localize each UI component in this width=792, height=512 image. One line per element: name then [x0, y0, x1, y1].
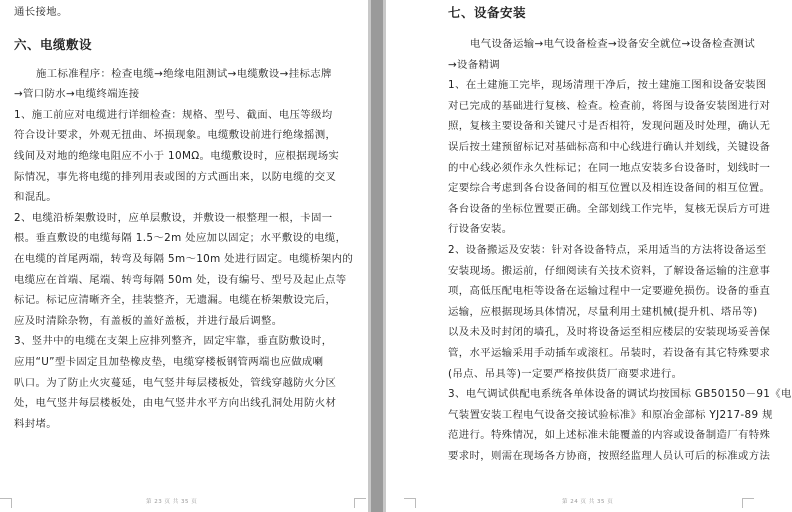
paragraph-line: 1、施工前应对电缆进行详细检查：规格、型号、截面、电压等级均	[14, 108, 333, 121]
right-item-2-paragraph	[448, 240, 771, 384]
paragraph-line: 2、电缆沿桥架敷设时，应单层敷设，并敷设一根整理一根，卡固一	[14, 211, 333, 224]
page-footer-right: 第 24 页 共 35 页	[562, 499, 614, 505]
paragraph-line: 要求时，则需在现场各方协商，按照经监理人员认可后的标准或方法	[448, 449, 771, 462]
paragraph-line: 的中心线必须作永久性标记；在同一地点安装多台设备时，划线时一	[448, 161, 771, 174]
paragraph-line: 行设备安装。	[448, 223, 513, 236]
paragraph-line: →设备精调	[448, 58, 501, 71]
page-gutter	[368, 0, 386, 512]
paragraph-line: 在电缆的首尾两端，转弯及每隔 5m～10m 处进行固定。电缆桥架内的	[14, 252, 354, 265]
paragraph-line: 应及时清除杂物，有盖板的盖好盖板，并进行最后调整。	[14, 314, 283, 327]
paragraph-line: 1、在土建施工完毕，现场清理干净后，按土建施工图和设备安装图	[448, 79, 767, 92]
right-page-content	[448, 0, 792, 466]
paragraph-line: 安装现场。搬运前，仔细阅读有关技术资料，了解设备运输的注意事	[448, 264, 771, 277]
paragraph-line: 项，高低压配电柜等设备在运输过程中一定要避免损伤。设备的垂直	[448, 285, 771, 298]
paragraph-line: (吊点、吊具等)一定要严格按供货厂商要求进行。	[448, 367, 683, 380]
paragraph-line: 以及未及时封闭的墙孔，及时将设备运至相应楼层的安装现场妥善保	[448, 326, 771, 339]
paragraph-line: 处，电气竖井每层楼板处，由电气竖井水平方向出线孔洞处用防火材	[14, 397, 337, 410]
paragraph-line: 3、电气调试供配电系统各单体设备的调试均按国标 GB50150－91《电	[448, 388, 792, 401]
left-item-3-paragraph	[14, 331, 360, 434]
paragraph-line: 标记。标记应清晰齐全，挂装整齐，无遗漏。电缆在桥架敷设完后，	[14, 294, 337, 307]
section-title-equipment-installation: 七、设备安装	[448, 5, 527, 20]
paragraph-line: 对已完成的基础进行复核、检查。检查前，将图与设备安装图进行对	[448, 99, 771, 112]
document-page-left	[0, 0, 368, 512]
paragraph-line: 2、设备搬运及安装：针对各设备特点，采用适当的方法将设备运至	[448, 243, 767, 256]
right-procedure-paragraph	[448, 34, 755, 75]
paragraph-line: 各台设备的坐标位置要正确。全部划线工作完毕，复核无误后方可进	[448, 202, 771, 215]
intro-line: 通长接地。	[14, 6, 68, 18]
paragraph-line: 料封堵。	[14, 417, 57, 430]
paragraph-line: 际情况，事先将电缆的排列用表或图的方式画出来，以防电缆的交叉	[14, 170, 337, 183]
paragraph-line: 电缆应在首端、尾端、转弯每隔 50m 处，设有编号、型号及起止点等	[14, 273, 347, 286]
page-footer-left: 第 23 页 共 35 页	[146, 499, 198, 505]
document-page-right	[386, 0, 792, 512]
paragraph-line: 管，水平运输采用手动插车或滚杠。吊装时，若设备有其它特殊要求	[448, 346, 771, 359]
paragraph-line: 和混乱。	[14, 191, 57, 204]
paragraph-line: 线间及对地的绝缘电阻应不小于 10MΩ。电缆敷设时，应根据现场实	[14, 149, 340, 162]
page-corner-mark	[0, 498, 12, 508]
paragraph-line: →管口防水→电缆终端连接	[14, 88, 140, 101]
paragraph-line: 照，复核主要设备和关键尺寸是否相符，发现问题及时处理，确认无	[448, 120, 771, 133]
paragraph-line: 定要综合考虑到各台设备间的相互位置以及相连设备间的相互位置。	[448, 182, 771, 195]
paragraph-line: 根。垂直敷设的电缆每隔 1.5～2m 处应加以固定；水平敷设的电缆，	[14, 232, 347, 245]
paragraph-line: 气装置安装工程电气设备交接试验标准》和原冶金部标 YJ217-89 规	[448, 408, 773, 421]
section-title-cable-laying: 六、电缆敷设	[14, 36, 93, 52]
right-item-3-paragraph	[448, 384, 792, 466]
paragraph-line: 应用“U”型卡固定且加垫橡皮垫，电缆穿楼板钢管两端也应做成喇	[14, 355, 324, 368]
gutter-edge	[368, 0, 371, 512]
paragraph-line: 范进行。特殊情况，如上述标准未能覆盖的内容或设备制造厂有特殊	[448, 429, 771, 442]
paragraph-line: 符合设计要求，外观无扭曲、坏损现象。电缆敷设前进行绝缘摇测，	[14, 129, 337, 142]
paragraph-line: 叭口。为了防止火灾蔓延，电气竖井每层楼板处，管线穿越防火分区	[14, 376, 337, 389]
left-procedure-paragraph	[14, 64, 360, 105]
page-corner-mark	[404, 498, 416, 508]
paragraph-line: 误后按土建预留标记对基础标高和中心线进行确认并划线，关键设备	[448, 140, 771, 153]
left-item-1-paragraph	[14, 105, 360, 208]
paragraph-line: 运输，应根据现场具体情况，尽量利用土建机械(提升机、塔吊等)	[448, 305, 758, 318]
paragraph-line: 施工标准程序：检查电缆→绝缘电阻测试→电缆敷设→挂标志牌	[36, 67, 332, 80]
left-page-content	[14, 0, 360, 434]
paragraph-line: 3、竖井中的电缆在支架上应排列整齐，固定牢靠，垂直防敷设时，	[14, 335, 333, 348]
paragraph-line: 电气设备运输→电气设备检查→设备安全就位→设备检查测试	[470, 38, 755, 50]
page-corner-mark	[354, 498, 366, 508]
left-item-2-paragraph	[14, 208, 360, 332]
right-item-1-paragraph	[448, 75, 771, 240]
page-corner-mark	[742, 498, 754, 508]
